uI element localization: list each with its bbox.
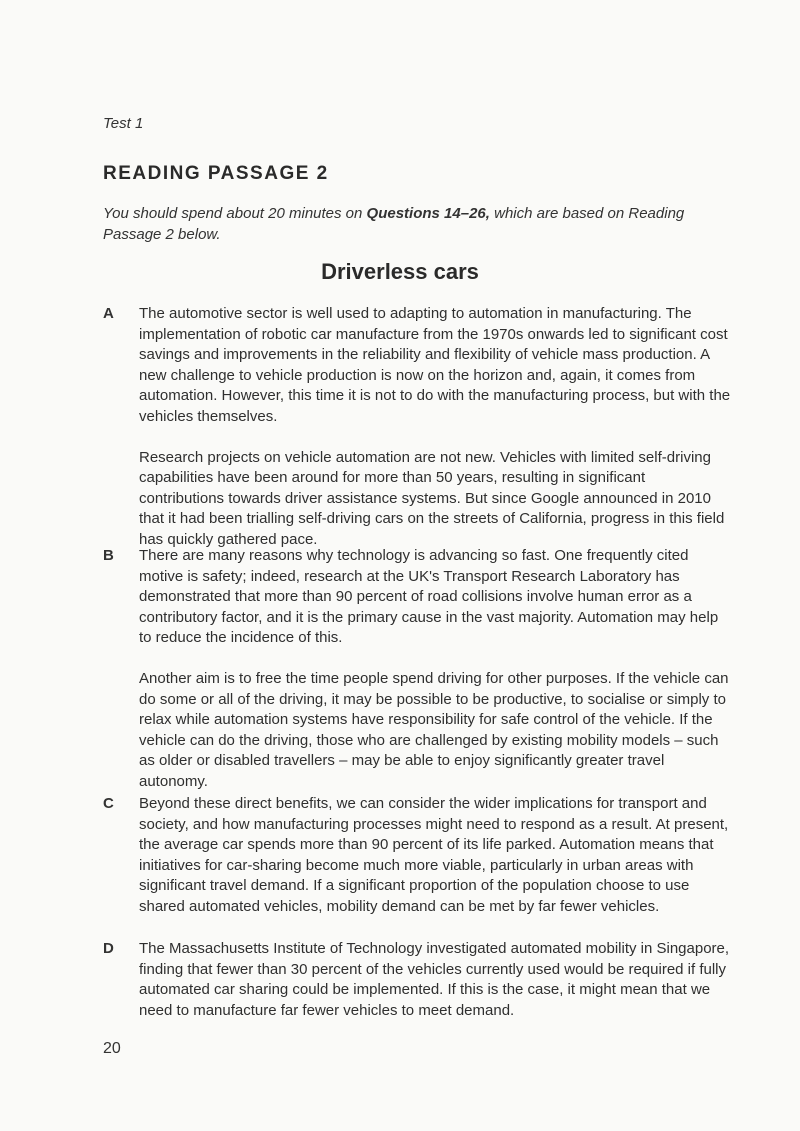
section-a [103,304,733,551]
paragraph: The automotive sector is well used to adapting to automation in manufacturing. The implementation of robotic car manufacture from the 1970s onwards led to significant cost savings and improvements in the reliability and flexibility of vehicle mass production. A new challenge to vehicle production is now on the horizon and, again, it comes from automation. However, this time it is not to do with the manufacturing process, but with the vehicles themselves. [139,305,731,425]
section-b [103,546,733,793]
paragraph: Beyond these direct benefits, we can consider the wider implications for transport and society, and how manufacturing processes might need to respond as a result. At present, the average car spends more than 90 percent of its life parked. Automation means that initiatives for car-sharing become much more viable, particularly in urban areas with significant travel demand. If a significant proportion of the population choose to use shared automated vehicles, mobility demand can be met by far fewer vehicles. [139,795,729,915]
section-letter: D [103,940,114,957]
instruction-text [103,203,723,245]
passage-heading: READING PASSAGE 2 [103,163,329,184]
section-letter: C [103,795,114,812]
section-letter: B [103,547,114,564]
section-c [103,794,733,918]
paragraph: The Massachusetts Institute of Technology investigated automated mobility in Singapore, finding that fewer than 30 percent of the vehicles currently used would be required if fully automated car sharing could be implemented. If this is the case, it might mean that we need to manufacture far fewer vehicles to meet demand. [139,940,730,1019]
instruction-suffix: which are based on Reading Passage 2 below. [103,205,685,243]
page-number: 20 [103,1040,121,1057]
instruction-prefix: You should spend about 20 minutes on [103,205,367,222]
instruction-questions: Questions 14–26, [366,205,490,222]
paragraph: Another aim is to free the time people spend driving for other purposes. If the vehicle can do some or all of the driving, it may be possible to be productive, to socialise or simply to relax while automation systems have responsibility for safe control of the vehicle. If the vehicle can do the driving, those who are challenged by existing mobility models – such as older or disabled travellers – may be able to enjoy significantly greater travel autonomy. [139,669,729,790]
test-label: Test 1 [103,115,144,132]
passage-title: Driverless cars [321,259,479,284]
paragraph: Research projects on vehicle automation are not new. Vehicles with limited self-driving capabilities have been around for more than 50 years, resulting in significant contributions towards driver assistance systems. But since Google announced in 2010 that it had been trialling self-driving cars on the streets of California, progress in this field has quickly gathered pace. [139,448,725,548]
paragraph: There are many reasons why technology is advancing so fast. One frequently cited motive is safety; indeed, research at the UK's Transport Research Laboratory has demonstrated that more than 90 percent of road collisions involve human error as a contributory factor, and it is the primary cause in the vast majority. Automation may help to reduce the incidence of this. [139,547,719,647]
section-d [103,939,733,1021]
section-letter: A [103,305,114,322]
